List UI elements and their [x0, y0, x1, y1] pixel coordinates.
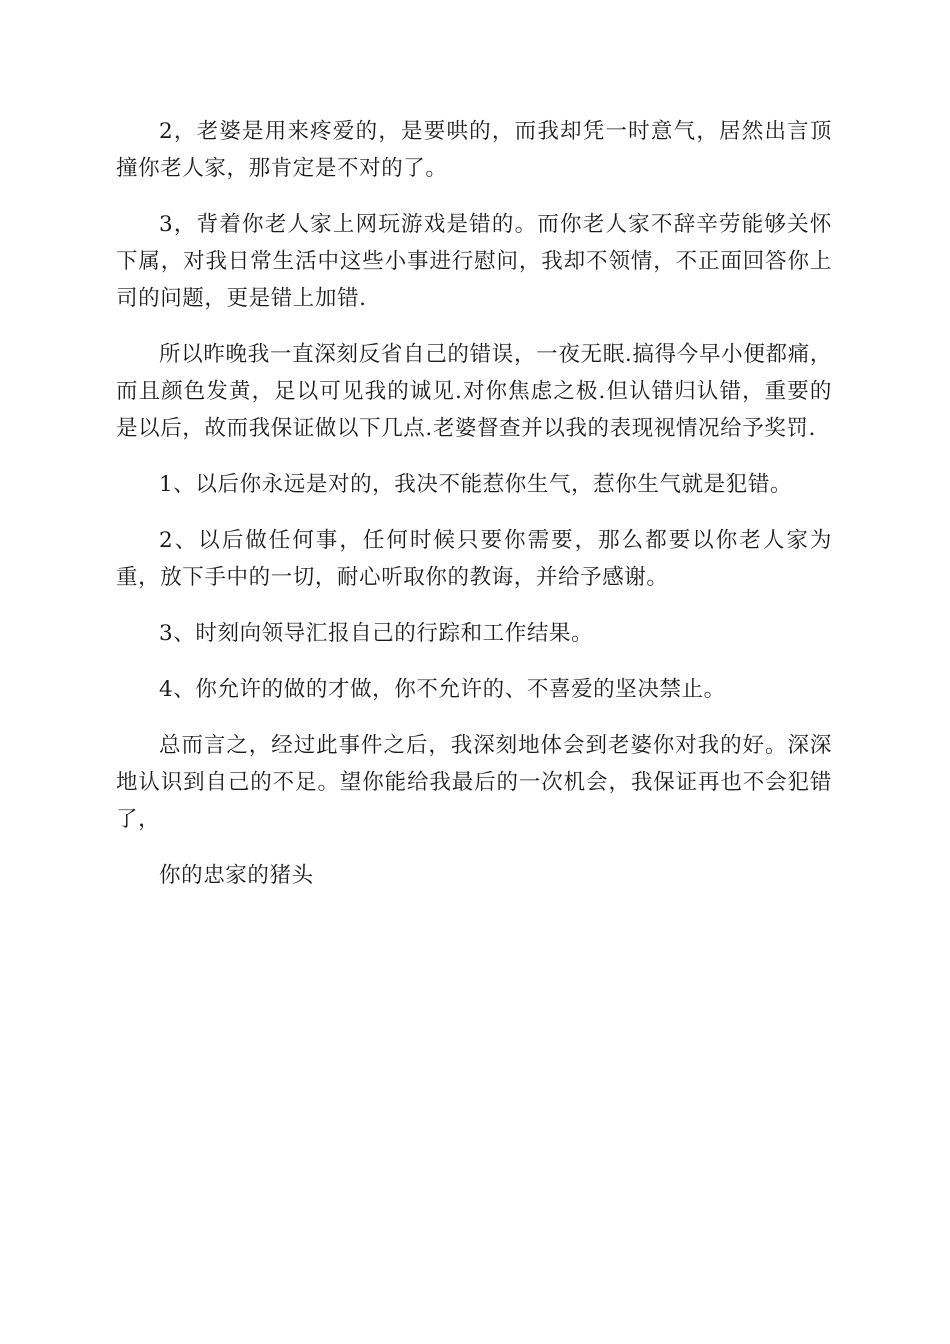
paragraph-reflection: 所以昨晚我一直深刻反省自己的错误，一夜无眠.搞得今早小便都痛，而且颜色发黄，足以可见我的诚见.对你焦虑之极.但认错归认错，重要的是以后，故而我保证做以下几点.老婆督查并以我的表现视情况给予奖罚.: [116, 342, 832, 441]
document-body: [116, 113, 832, 913]
paragraph-point-2-wife: 2，老婆是用来疼爱的，是要哄的，而我却凭一时意气，居然出言顶撞你老人家，那肯定是不对的了。: [116, 119, 832, 181]
paragraph-promise-4: 4、你允许的做的才做，你不允许的、不喜爱的坚决禁止。: [159, 677, 726, 702]
paragraph-promise-3: 3、时刻向领导汇报自己的行踪和工作结果。: [159, 621, 594, 646]
paragraph-conclusion: 总而言之，经过此事件之后，我深刻地体会到老婆你对我的好。深深地认识到自己的不足。望你能给我最后的一次机会，我保证再也不会犯错了，: [116, 733, 832, 832]
paragraph-promise-1: 1、以后你永远是对的，我决不能惹你生气，惹你生气就是犯错。: [159, 472, 793, 497]
signature: 你的忠家的猪头: [159, 863, 314, 888]
paragraph-promise-2: 2、以后做任何事，任何时候只要你需要，那么都要以你老人家为重，放下手中的一切，耐心听取你的教诲，并给予感谢。: [116, 528, 832, 590]
paragraph-point-3-games: 3，背着你老人家上网玩游戏是错的。而你老人家不辞辛劳能够关怀下属，对我日常生活中这些小事进行慰问，我却不领情，不正面回答你上司的问题，更是错上加错.: [116, 212, 832, 311]
